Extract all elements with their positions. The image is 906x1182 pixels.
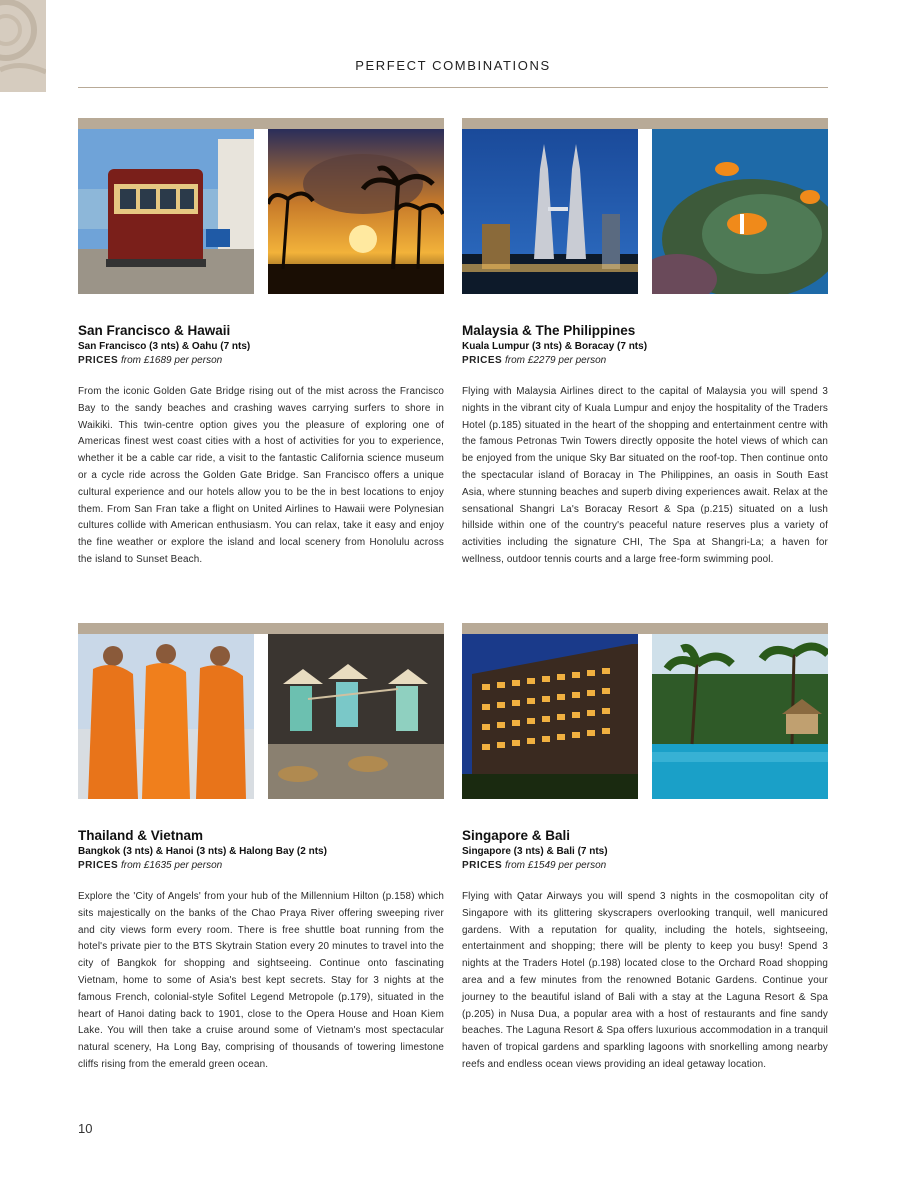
package-description: From the iconic Golden Gate Bridge rising out of the mist across the Francisco Bay to the sandy beaches and crashing waves carrying surfers to shore in Waikiki. This twin-centre option gives you the pleasure of exploring one of Americas finest west coast cities with a host of activities for you to experience, whether it be a cable car ride, a visit to the fantastic California science museum or a cycle ride across the Golden Gate Bridge. San Francisco offers a unique cultural experience and our hotels allow you to be the in best locations to enjoy them. From San Fran take a flight on United Airlines to Hawaii were Polynesian cultures collide with American enthusiasm. You can relax, take it easy and enjoy the fine weather or explore the island and local scenery from Honolulu across the island to Sunset Beach. [78,386,444,565]
package-malaysia-philippines [462,118,828,569]
bali-resort-pool-photo [652,634,828,799]
clownfish-reef-photo [652,129,828,294]
petronas-towers-photo [462,129,638,294]
package-title: Thailand & Vietnam [78,828,204,843]
package-description: Flying with Malaysia Airlines direct to the capital of Malaysia you will spend 3 nights in the vibrant city of Kuala Lumpur and enjoy the hospitality of the Traders Hotel (p.185) situated in the heart of the shopping and entertainment centre with the famous Petronas Twin Towers directly opposite the hotel views of which can be enjoyed from the unique Sky Bar situated on the roof-top. Then continue onto the spectacular island of Boracay in The Philippines, an oasis in South East Asia, where stunning beaches and superb diving experiences await. Relax at the sensational Shangri La's Boracay Resort & Spa (p.215) situated on a lush hillside within one of the country's peaceful nature reserves plus a variety of activities including the signature CHI, The Spa at Shangri-La; a haven for wellness, outdoor tennis courts and a large free-form swimming pool. [462,386,828,565]
brand-logo [0,0,46,92]
package-itinerary: Kuala Lumpur (3 nts) & Boracay (7 nts) [462,341,648,352]
package-title: Singapore & Bali [462,828,571,843]
section-bar [78,623,444,634]
monks-photo [78,634,254,799]
package-title: San Francisco & Hawaii [78,323,231,338]
package-description: Flying with Qatar Airways you will spend 3 nights in the cosmopolitan city of Singapore with its glittering skyscrapers overlooking tranquil, well manicured gardens. With a reputation for quality, including the hotels, sightseeing, entertainment and shopping; there will be plenty to keep you busy! Spend 3 nights at the Traders Hotel (p.198) located close to the Orchard Road shopping area and a few minutes from the renowned Botanic Gardens. Continue your journey to the beautiful island of Bali with a stay at the Laguna Resort & Spa (p.205) in Nusa Dua, a popular area with a host of restaurants and fine sandy beaches. The Laguna Resort & Spa offers luxurious accommodation in a tranquil haven of tropical gardens and sparkling lagoons with snorkelling among nearby reefs and endless ocean views providing an ideal getaway location. [462,891,828,1070]
price-label: PRICES [462,860,503,871]
price-value: from £1635 per person [121,860,223,871]
package-price [78,355,444,366]
package-price [462,860,828,871]
package-san-francisco-hawaii [78,118,444,569]
price-label: PRICES [462,355,503,366]
price-value: from £2279 per person [505,355,607,366]
package-itinerary: Singapore (3 nts) & Bali (7 nts) [462,846,608,857]
package-thailand-vietnam [78,623,444,1074]
package-title: Malaysia & The Philippines [462,323,636,338]
package-itinerary: Bangkok (3 nts) & Hanoi (3 nts) & Halong Bay (2 nts) [78,846,327,857]
section-bar [462,623,828,634]
package-itinerary: San Francisco (3 nts) & Oahu (7 nts) [78,341,251,352]
price-value: from £1549 per person [505,860,607,871]
hawaii-sunset-photo [268,129,444,294]
price-value: from £1689 per person [121,355,223,366]
package-price [78,860,444,871]
section-bar [78,118,444,129]
section-bar [462,118,828,129]
page-number: 10 [78,1121,93,1136]
header-divider [78,87,828,88]
page-header-title: PERFECT COMBINATIONS [355,58,551,73]
package-price [462,355,828,366]
package-singapore-bali [462,623,828,1074]
vietnam-street-vendors-photo [268,634,444,799]
price-label: PRICES [78,355,119,366]
traders-hotel-photo [462,634,638,799]
package-description: Explore the 'City of Angels' from your hub of the Millennium Hilton (p.158) which sits majestically on the banks of the Chao Praya River offering sweeping river and city views form every room. There is free shuttle boat running from the hotel's private pier to the BTS Skytrain Station every 20 minutes to travel into the city of Bangkok for shopping and sightseeing. Continue onto fascinating Vietnam, home to some of Asia's best kept secrets. Stay for 3 nights at the famous French, colonial-style Sofitel Legend Metropole (p.179), situated in the heart of Hanoi dating back to 1901, close to the Opera House and Hoan Kiem Lake. You will then take a cruise around some of Vietnam's most spectacular natural scenery, Ha Long Bay, comprising of thousands of towering limestone cliffs rising from the emerald green ocean. [78,891,444,1070]
cable-car-photo [78,129,254,294]
price-label: PRICES [78,860,119,871]
